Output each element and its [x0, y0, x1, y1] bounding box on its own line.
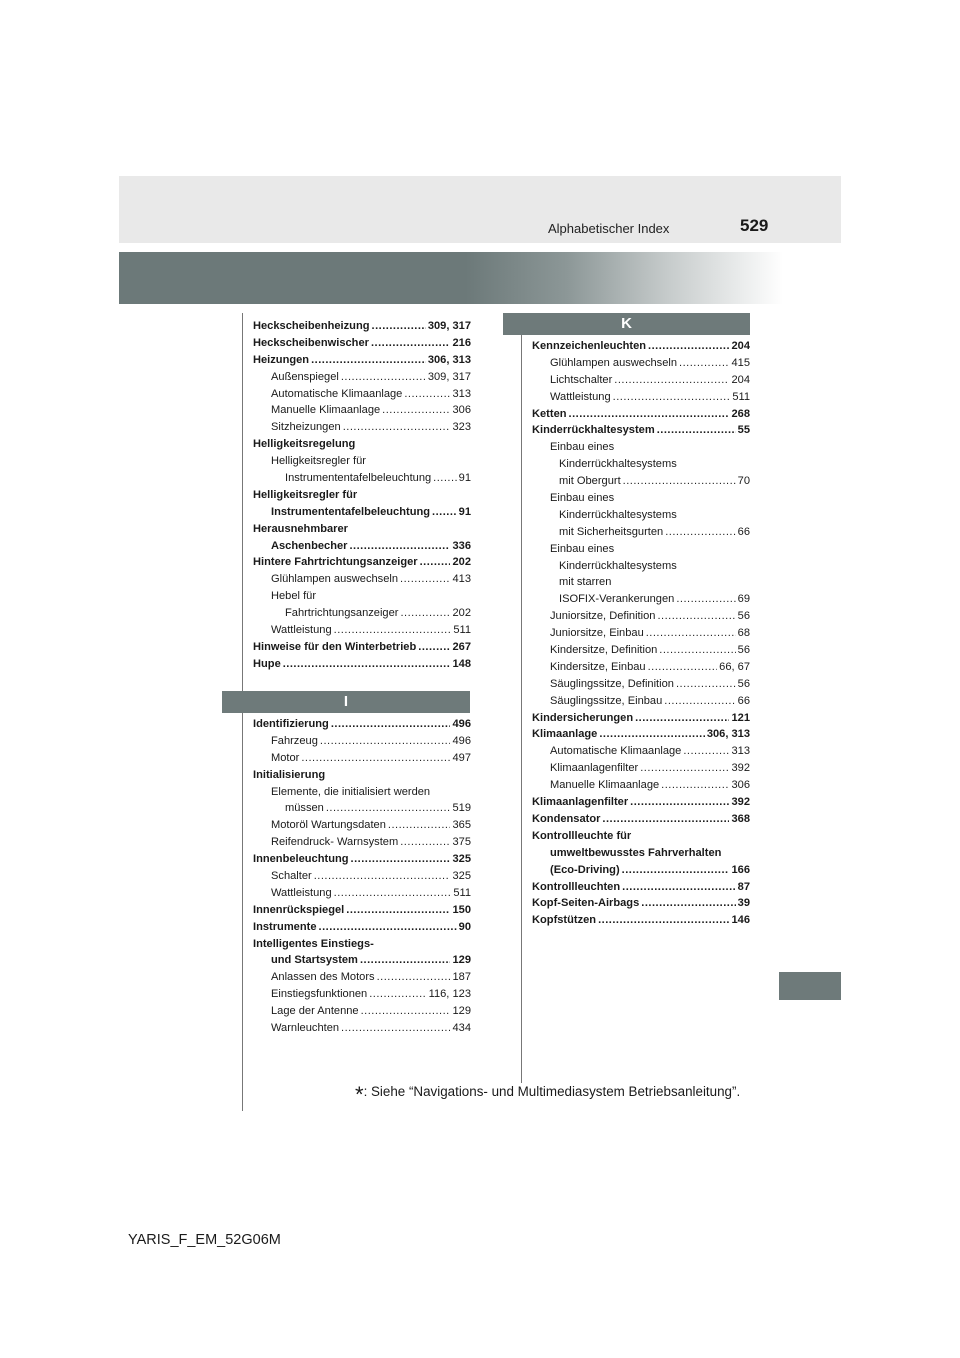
index-entry-label: Instrumententafelbeleuchtung: [271, 505, 431, 518]
dot-leader: [301, 750, 450, 767]
index-entry: [253, 800, 471, 817]
index-entry-page: 66: [737, 525, 750, 538]
index-entry: [532, 591, 750, 608]
index-entry-page: 325: [452, 870, 471, 883]
index-entry: [532, 608, 750, 625]
index-entry-page: 306, 313: [427, 353, 471, 366]
index-entry-label: Wattleistung: [271, 624, 332, 637]
index-entry: Einbau eines: [550, 492, 615, 505]
index-entry-page: 268: [731, 407, 750, 420]
index-entry-label: Kindersitze, Definition: [550, 644, 658, 657]
index-entry: [532, 811, 750, 828]
letter-heading-i: I: [222, 691, 470, 713]
index-entry-label: Kinderrückhaltesystem: [532, 424, 655, 437]
index-entry: [532, 710, 750, 727]
index-entry: [532, 659, 750, 676]
index-entry-label: Kopf-Seiten-Airbags: [532, 897, 640, 910]
dot-leader: [346, 902, 450, 919]
index-entry: Einbau eines: [550, 441, 615, 454]
index-entry-page: 56: [737, 644, 750, 657]
index-entry-page: 146: [731, 914, 750, 927]
dot-leader: [361, 1003, 451, 1020]
index-entry-label: Kindersitze, Einbau: [550, 660, 646, 673]
index-entry: [253, 538, 471, 555]
index-entry: [532, 879, 750, 896]
index-entry-label: Innenrückspiegel: [253, 903, 345, 916]
index-entry-label: Hupe: [253, 657, 281, 670]
index-entry: [253, 335, 471, 352]
index-entry: [532, 777, 750, 794]
dot-leader: [351, 851, 451, 868]
index-entry-page: 309, 317: [427, 320, 471, 332]
index-entry-page: 368: [731, 812, 750, 825]
dot-leader: [648, 659, 718, 676]
index-entry-page: 55: [737, 424, 750, 437]
index-entry-page: 323: [452, 421, 471, 434]
index-entry-label: Identifizierung: [253, 718, 329, 730]
index-entry-label: Aschenbecher: [271, 539, 348, 552]
index-entry: [253, 952, 471, 969]
index-entry-page: 216: [452, 336, 471, 349]
index-entry-label: Wattleistung: [271, 886, 332, 899]
index-entry-page: 166: [731, 863, 750, 876]
index-entry-label: und Startsystem: [271, 954, 358, 967]
index-entry-label: Säuglingssitze, Definition: [550, 677, 674, 690]
index-entry: [532, 794, 750, 811]
side-thumb-tab: [779, 972, 841, 1000]
index-entry: umweltbewusstes Fahrverhalten: [550, 846, 722, 859]
dot-leader: [334, 622, 452, 639]
index-entry: [532, 743, 750, 760]
index-entry-page: 375: [452, 836, 471, 849]
index-entry-page: 129: [452, 1005, 471, 1018]
index-entry-label: Instrumente: [253, 920, 317, 933]
index-entry-page: 70: [737, 475, 750, 488]
letter-heading-k: K: [503, 313, 750, 335]
index-entry-page: 306: [731, 779, 750, 792]
dot-leader: [659, 642, 735, 659]
index-entry-label: Fahrtrichtungsanzeiger: [285, 607, 399, 620]
dot-leader: [311, 352, 426, 369]
column-divider-rule: [521, 313, 522, 1083]
index-entry: [532, 912, 750, 929]
index-entry-page: 39: [737, 897, 750, 910]
dot-leader: [657, 608, 735, 625]
dot-leader: [420, 554, 451, 571]
index-entry: Hebel für: [271, 590, 317, 603]
index-entry-page: 66: [737, 694, 750, 707]
index-entry-label: Kopfstützen: [532, 914, 597, 927]
index-entry-label: Klimaanlage: [532, 728, 598, 741]
index-entry-page: 150: [452, 903, 471, 916]
index-entry: [253, 733, 471, 750]
index-entry-label: Innenbeleuchtung: [253, 853, 349, 866]
index-entry-page: 116, 123: [428, 988, 471, 1001]
index-entry: [532, 524, 750, 541]
index-entry-page: 204: [731, 340, 750, 352]
index-entry-page: 415: [731, 356, 750, 369]
index-entry: [253, 919, 471, 936]
dot-leader: [320, 733, 451, 750]
dot-leader: [334, 885, 452, 902]
index-entry-label: Glühlampen auswechseln: [550, 356, 678, 369]
index-entry-page: 87: [737, 880, 750, 893]
index-entry-page: 56: [737, 610, 750, 623]
index-entry-page: 511: [453, 886, 471, 899]
index-entry-label: Säuglingssitze, Einbau: [550, 694, 663, 707]
index-entry-label: Fahrzeug: [271, 734, 318, 747]
index-entry: Intelligentes Einstiegs-: [253, 937, 374, 950]
index-entry-label: ISOFIX-Verankerungen: [559, 593, 675, 606]
index-entry-page: 204: [731, 373, 750, 386]
dot-leader: [432, 504, 457, 521]
index-entry-page: 496: [452, 734, 471, 747]
dot-leader: [331, 716, 451, 733]
index-entry: Kinderrückhaltesystems: [559, 508, 677, 521]
index-entry: [532, 862, 750, 879]
footnote: [355, 1082, 740, 1108]
index-entry-label: Juniorsitze, Definition: [550, 610, 656, 623]
index-entry-page: 91: [458, 505, 471, 518]
index-entry-label: Motoröl Wartungsdaten: [271, 819, 386, 832]
index-entry: [532, 676, 750, 693]
index-entry-label: Klimaanlagenfilter: [532, 796, 629, 809]
index-entry: [532, 355, 750, 372]
index-entry: [253, 554, 471, 571]
index-entry: Helligkeitsregler für: [253, 488, 358, 501]
index-entry-page: 309, 317: [427, 370, 471, 383]
dot-leader: [679, 355, 729, 372]
index-entry: [253, 885, 471, 902]
dot-leader: [326, 800, 451, 817]
index-entry: [532, 372, 750, 389]
index-entry-page: 56: [737, 677, 750, 690]
index-entry: [253, 571, 471, 588]
index-entry-page: 496: [452, 718, 471, 730]
index-entry: [253, 470, 471, 487]
index-entry: [253, 622, 471, 639]
index-entry-label: Heckscheibenheizung: [253, 320, 370, 332]
dot-leader: [433, 470, 456, 487]
index-entry-label: Schalter: [271, 870, 312, 883]
index-entry: Initialisierung: [253, 768, 326, 781]
index-entry: [253, 969, 471, 986]
index-entry: [253, 1020, 471, 1037]
dot-leader: [622, 862, 730, 879]
index-entry: [253, 868, 471, 885]
dot-leader: [641, 895, 735, 912]
index-entry: [532, 625, 750, 642]
index-entry-page: 392: [731, 796, 750, 809]
dot-leader: [599, 726, 704, 743]
index-entry-label: Heizungen: [253, 353, 310, 366]
index-entry: [253, 639, 471, 656]
dot-leader: [360, 952, 451, 969]
dot-leader: [665, 524, 735, 541]
index-entry: Kinderrückhaltesystems: [559, 559, 677, 572]
index-entry: [532, 389, 750, 406]
index-entry-label: Lage der Antenne: [271, 1005, 359, 1018]
index-entry-label: Manuelle Klimaanlage: [271, 404, 381, 417]
index-entry: Kinderrückhaltesystems: [559, 458, 677, 471]
dot-leader: [661, 777, 729, 794]
index-entry-label: müssen: [285, 802, 324, 815]
index-entry-label: Warnleuchten: [271, 1022, 340, 1035]
dot-leader: [377, 969, 451, 986]
index-entry-label: Glühlampen auswechseln: [271, 573, 399, 586]
dot-leader: [388, 817, 451, 834]
index-entry-page: 313: [452, 387, 471, 400]
index-entry: Herausnehmbarer: [253, 522, 348, 535]
section-title: Alphabetischer Index: [548, 221, 670, 236]
dot-leader: [676, 676, 736, 693]
index-entry: [253, 318, 471, 335]
index-entry: [253, 1003, 471, 1020]
dot-leader: [372, 318, 426, 335]
index-entry: [253, 851, 471, 868]
dot-leader: [400, 605, 450, 622]
dot-leader: [602, 811, 729, 828]
index-entry: Einbau eines: [550, 542, 615, 555]
index-entry-label: Kondensator: [532, 812, 601, 825]
index-entry-label: Manuelle Klimaanlage: [550, 779, 660, 792]
dot-leader: [614, 372, 729, 389]
index-entry: Helligkeitsregelung: [253, 438, 356, 451]
dot-leader: [404, 386, 450, 403]
footnote-text: : Siehe “Navigations- und Multimediasystem Betriebsanleitung”.: [363, 1084, 741, 1099]
dot-leader: [676, 591, 735, 608]
index-entry-label: Kontrollleuchten: [532, 880, 621, 893]
header-gradient-band: [119, 252, 841, 304]
index-entry: [532, 760, 750, 777]
index-entry-page: 306, 313: [706, 728, 750, 741]
index-entry-label: Reifendruck- Warnsystem: [271, 836, 399, 849]
dot-leader: [400, 571, 450, 588]
index-entry: [532, 726, 750, 743]
dot-leader: [314, 868, 451, 885]
index-entry: [253, 369, 471, 386]
index-entry-label: (Eco-Driving): [550, 863, 620, 876]
dot-leader: [623, 473, 736, 490]
dot-leader: [283, 656, 451, 673]
index-entry-page: 325: [452, 853, 471, 866]
index-entry-page: 313: [731, 745, 750, 758]
index-entry-label: Kennzeichenleuchten: [532, 340, 647, 352]
index-entry-label: Instrumententafelbeleuchtung: [285, 472, 432, 485]
index-entry-label: Klimaanlagenfilter: [550, 762, 639, 775]
dot-leader: [341, 369, 426, 386]
index-entry-page: 434: [452, 1022, 471, 1035]
header-band: [119, 176, 841, 243]
index-entry: Helligkeitsregler für: [271, 455, 366, 468]
index-entry-label: Heckscheibenwischer: [253, 336, 369, 349]
index-entry-page: 66, 67: [719, 660, 750, 673]
index-entry-page: 187: [452, 971, 471, 984]
index-column-k: [532, 338, 750, 929]
dot-leader: [640, 760, 729, 777]
index-entry: [253, 817, 471, 834]
index-entry: [532, 895, 750, 912]
index-entry-page: 90: [458, 920, 471, 933]
index-entry: [253, 834, 471, 851]
index-entry-label: Ketten: [532, 407, 567, 420]
dot-leader: [622, 879, 736, 896]
dot-leader: [648, 338, 729, 355]
index-entry-page: 267: [452, 640, 471, 653]
index-entry: [532, 406, 750, 423]
dot-leader: [630, 794, 729, 811]
index-entry: [253, 656, 471, 673]
index-entry-page: 202: [452, 607, 471, 620]
index-entry-label: Motor: [271, 751, 300, 764]
index-entry-page: 519: [452, 802, 471, 815]
index-entry-page: 511: [732, 390, 750, 403]
index-entry-label: Kindersicherungen: [532, 711, 634, 724]
index-entry: [253, 605, 471, 622]
index-entry-page: 392: [731, 762, 750, 775]
index-entry: [253, 902, 471, 919]
index-entry-label: mit Obergurt: [559, 475, 621, 488]
index-entry-label: Anlassen des Motors: [271, 971, 375, 984]
index-entry-page: 511: [453, 624, 471, 637]
index-entry-page: 202: [452, 556, 471, 569]
index-entry-page: 365: [452, 819, 471, 832]
index-entry-page: 68: [737, 627, 750, 640]
dot-leader: [319, 919, 457, 936]
dot-leader: [569, 406, 730, 423]
dot-leader: [664, 693, 735, 710]
dot-leader: [400, 834, 450, 851]
index-entry: [532, 693, 750, 710]
index-entry: [532, 473, 750, 490]
footer-document-code: YARIS_F_EM_52G06M: [128, 1232, 281, 1248]
dot-leader: [598, 912, 729, 929]
index-entry-page: 148: [452, 657, 471, 670]
index-entry: [532, 422, 750, 439]
index-entry: [253, 750, 471, 767]
index-entry: [253, 716, 471, 733]
index-entry: [253, 986, 471, 1003]
index-entry-label: mit Sicherheitsgurten: [559, 525, 664, 538]
index-entry: [253, 386, 471, 403]
index-column-i: [253, 716, 471, 1037]
index-entry-label: Automatische Klimaanlage: [271, 387, 403, 400]
index-entry: [253, 352, 471, 369]
index-entry: [253, 402, 471, 419]
index-entry-label: Wattleistung: [550, 390, 611, 403]
index-entry-label: Einstiegsfunktionen: [271, 988, 368, 1001]
index-entry-label: Außenspiegel: [271, 370, 339, 383]
index-entry-page: 91: [458, 472, 471, 485]
index-entry-label: Lichtschalter: [550, 373, 613, 386]
dot-leader: [613, 389, 731, 406]
index-entry: mit starren: [559, 576, 612, 589]
dot-leader: [371, 335, 451, 352]
index-entry-page: 69: [737, 593, 750, 606]
index-entry-label: Hinweise für den Winterbetrieb: [253, 640, 417, 653]
dot-leader: [341, 1020, 450, 1037]
index-entry-page: 497: [452, 751, 471, 764]
index-entry-page: 336: [452, 539, 471, 552]
dot-leader: [683, 743, 729, 760]
index-entry-label: Juniorsitze, Einbau: [550, 627, 644, 640]
index-entry-page: 121: [731, 711, 750, 724]
index-entry: [253, 504, 471, 521]
dot-leader: [382, 402, 450, 419]
index-entry-page: 129: [452, 954, 471, 967]
dot-leader: [635, 710, 729, 727]
index-entry: Kontrollleuchte für: [532, 829, 632, 842]
index-entry-label: Sitzheizungen: [271, 421, 341, 434]
index-entry: [253, 419, 471, 436]
index-entry-page: 413: [452, 573, 471, 586]
dot-leader: [646, 625, 736, 642]
index-entry-page: 306: [452, 404, 471, 417]
dot-leader: [657, 422, 736, 439]
dot-leader: [418, 639, 450, 656]
dot-leader: [369, 986, 426, 1003]
index-entry-label: Automatische Klimaanlage: [550, 745, 682, 758]
index-entry: Elemente, die initialisiert werden: [271, 785, 431, 798]
dot-leader: [349, 538, 450, 555]
page-number: 529: [740, 216, 769, 235]
index-entry: [532, 338, 750, 355]
index-column-h: [253, 318, 471, 673]
dot-leader: [343, 419, 451, 436]
index-entry: [532, 642, 750, 659]
footnote-asterisk: *: [355, 1082, 364, 1107]
index-entry-label: Hintere Fahrtrichtungsanzeiger: [253, 556, 418, 569]
